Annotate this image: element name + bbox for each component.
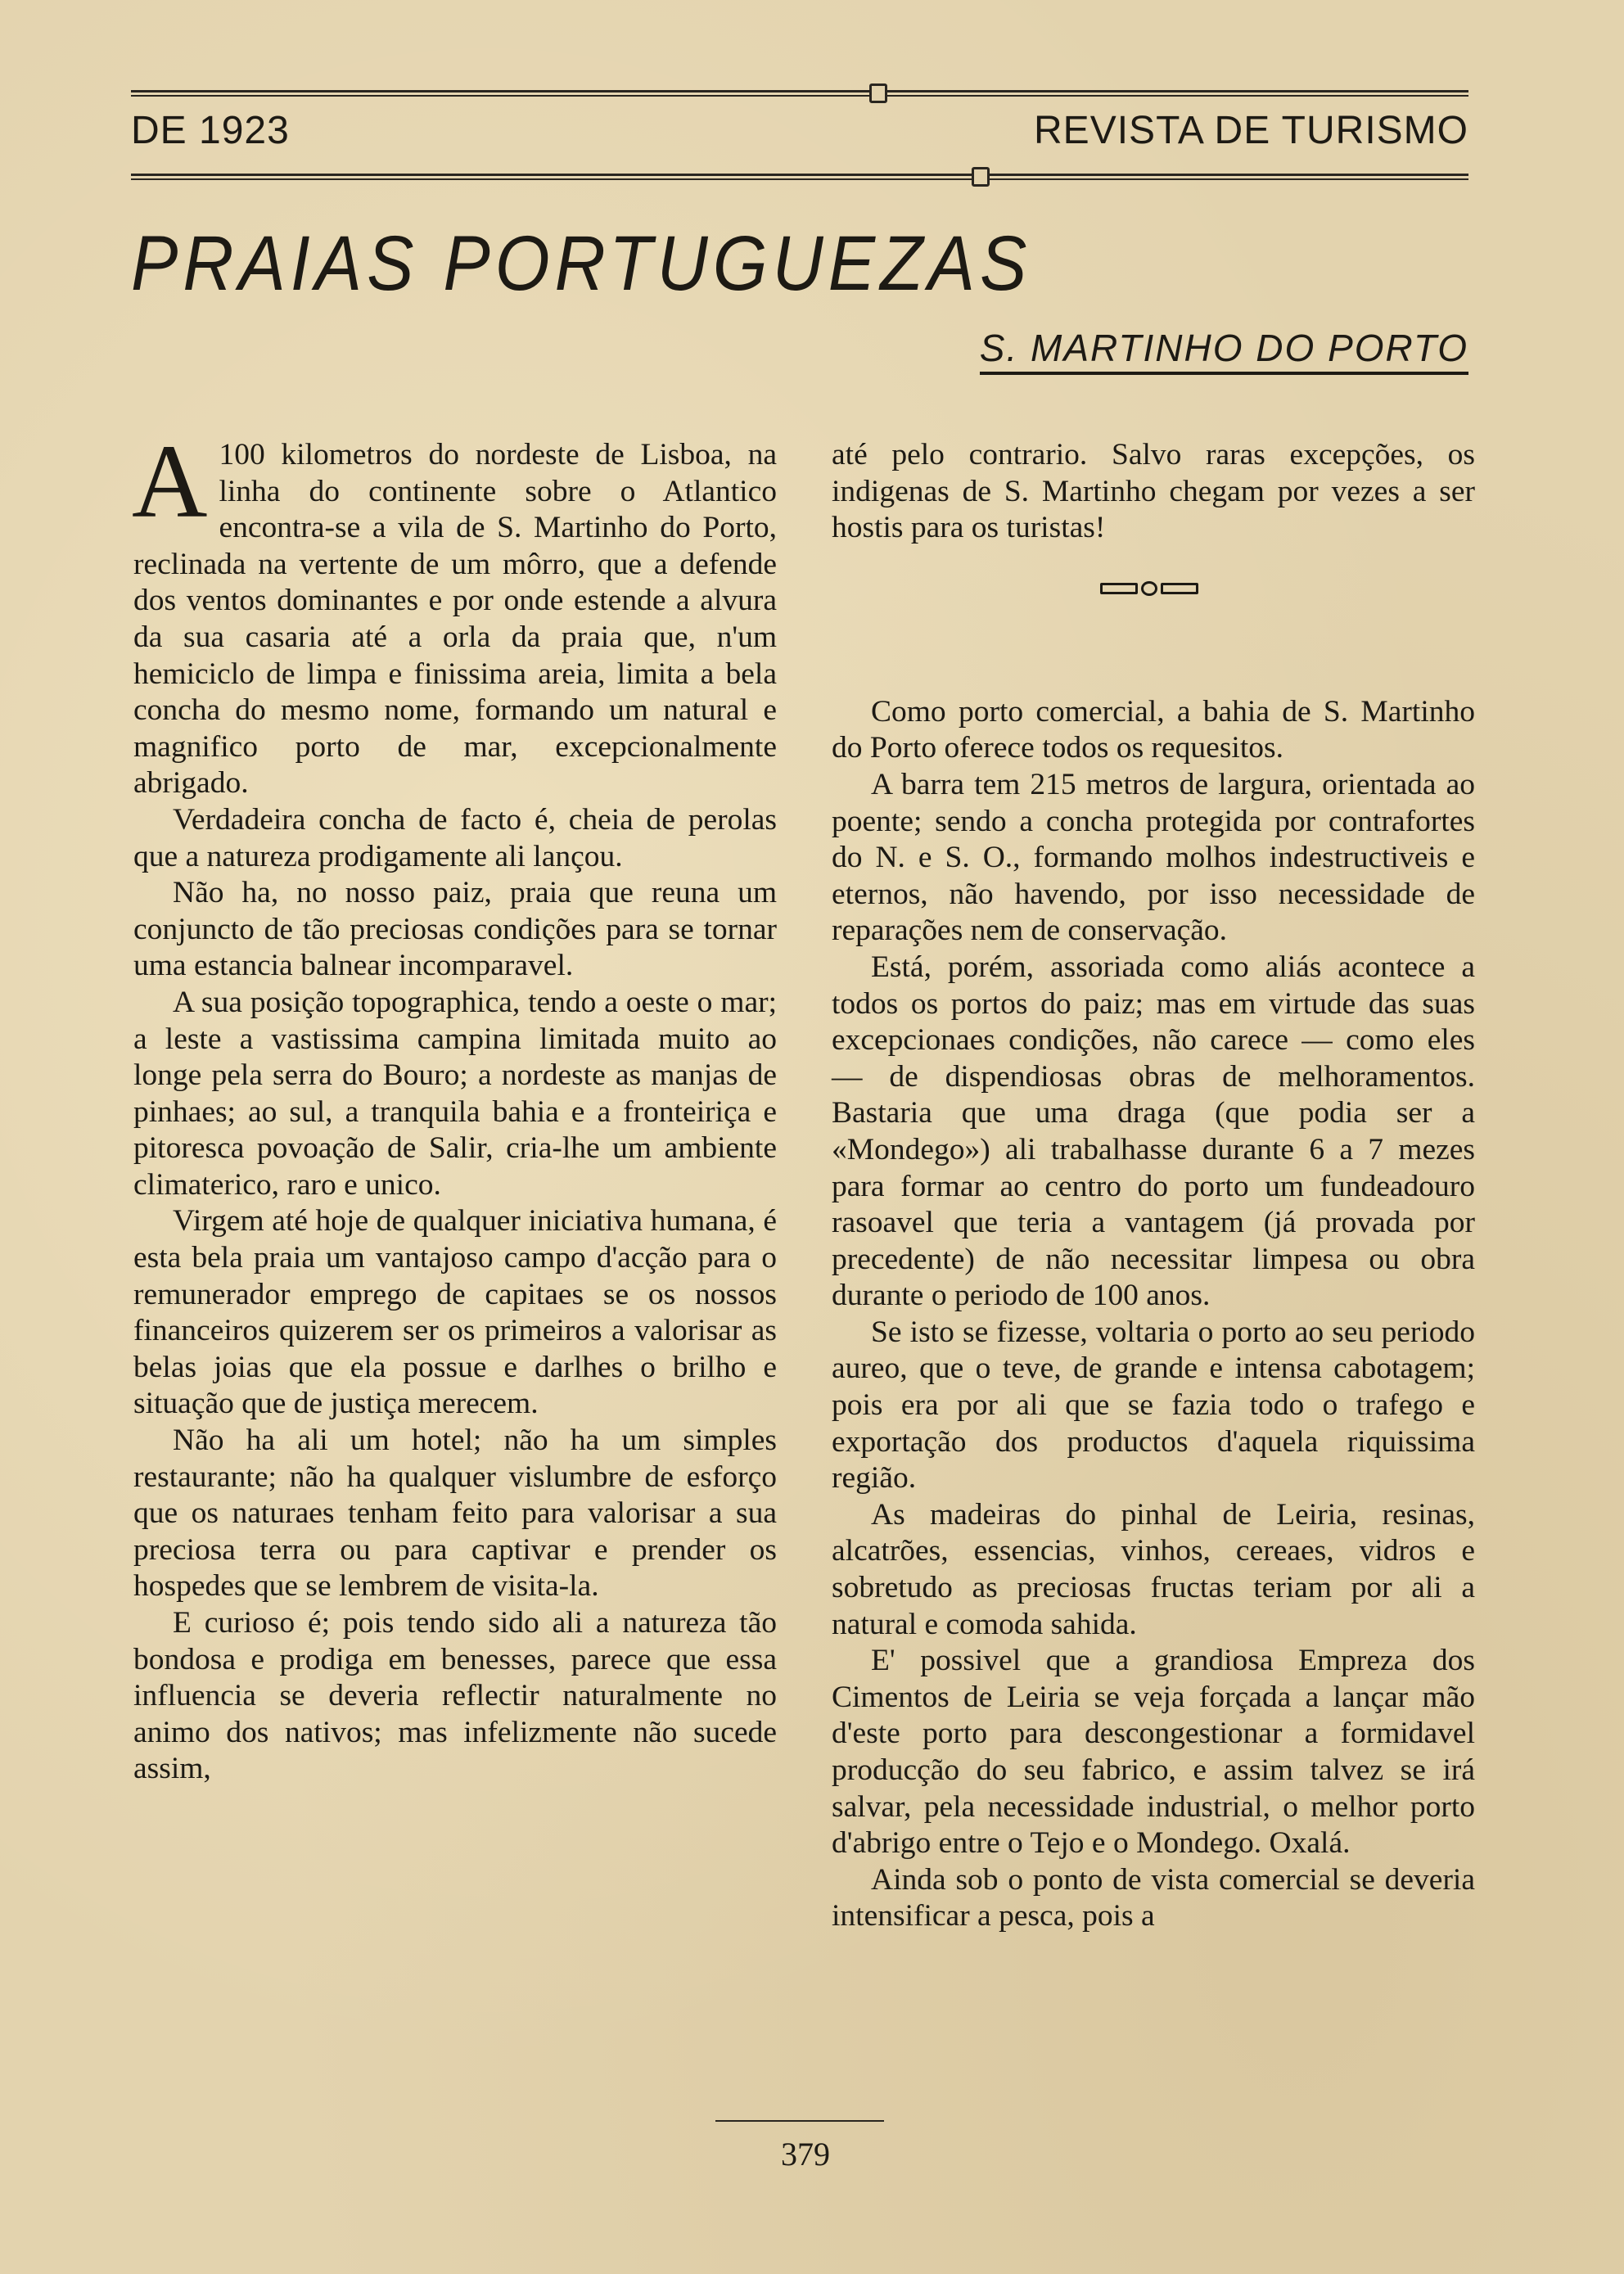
paragraph: A sua posição topographica, tendo a oeste o mar; a leste a vastissima campina limitada muito ao longe pela serra do Bouro; a nordeste as manjas de pinhaes; ao sul, a tranquila bahia e a fronteiriça e pitoresca povoação de Salir, cria-lhe um ambiente climaterico, raro e unico.: [133, 985, 777, 1202]
header-bottom-rule: [131, 172, 1468, 183]
paragraph: até pelo contrario. Salvo raras excepções, os indigenas de S. Martinho chegam por vezes a ser hostis para os turistas!: [832, 438, 1475, 545]
article-title: PRAIAS PORTUGUEZAS: [131, 220, 1032, 307]
paragraph: Ainda sob o ponto de vista comercial se deveria intensificar a pesca, pois a: [832, 1862, 1475, 1933]
right-column: [832, 437, 1475, 1935]
rule-ornament-icon: [972, 167, 990, 187]
header-magazine-name: REVISTA DE TURISMO: [1034, 109, 1468, 152]
rule-ornament-icon: [869, 83, 887, 103]
footer-rule: [715, 2120, 884, 2122]
paragraph: Virgem até hoje de qualquer iniciativa humana, é esta bela praia um vantajoso campo d'acção para o remunerador emprego de capitaes se os nossos financeiros quizerem ser os primeiros a valorisar as belas joias que ela possue e darlhes o brilho e situação que de justiça merecem.: [133, 1204, 777, 1421]
drop-cap: A: [132, 423, 208, 539]
paragraph: Está, porém, assoriada como aliás acontece a todos os portos do paiz; mas em virtude das suas excepcionaes condições, não carece — como eles — de dispendiosas obras de melhoramentos. Bastaria que uma draga (que podia ser a «Mondego») ali trabalhasse durante 6 a 7 mezes para formar ao centro do porto um fundeadouro rasoavel que teria a vantagem (já provada por precedente) de não necessitar limpesa ou obra durante o periodo de 100 anos.: [832, 950, 1475, 1313]
separator-ornament-icon: [1100, 583, 1138, 594]
page-number: 379: [781, 2136, 830, 2172]
paragraph: Como porto comercial, a bahia de S. Martinho do Porto oferece todos os requesitos.: [832, 694, 1475, 765]
running-head: [131, 108, 1468, 157]
paragraph: Não ha ali um hotel; não ha um simples restaurante; não ha qualquer vislumbre de esforço que os naturaes tenham feito para valorisar a sua preciosa terra ou para captivar e prender os hospedes que se lembrem de visita-la.: [133, 1424, 777, 1604]
header-date: DE 1923: [131, 109, 290, 152]
section-separator: [832, 547, 1475, 694]
paragraph: As madeiras do pinhal de Leiria, resinas, alcatrões, essencias, vinhos, cereaes, vidros e sobretudo as preciosas fructas teriam por ali a natural e comoda sahida.: [832, 1497, 1475, 1641]
paragraph: Se isto se fizesse, voltaria o porto ao seu periodo aureo, que o teve, de grande e intensa cabotagem; pois era por ali que se fazia todo o trafego e exportação dos productos d'aquela riquissima região.: [832, 1315, 1475, 1496]
paragraph: E' possivel que a grandiosa Empreza dos Cimentos de Leiria se veja forçada a lançar mão d'este porto para descongestionar a formidavel producção do seu fabrico, e assim talvez se irá salvar, pela necessidade industrial, o melhor porto d'abrigo entre o Tejo e o Mondego. Oxalá.: [832, 1644, 1475, 1861]
paragraph: Verdadeira concha de facto é, cheia de perolas que a natureza prodigamente ali lançou.: [133, 802, 777, 873]
paragraph: Não ha, no nosso paiz, praia que reuna um conjuncto de tão preciosas condições para se tornar uma estancia balnear incomparavel.: [133, 876, 777, 983]
paragraph: A barra tem 215 metros de largura, orientada ao poente; sendo a concha protegida por contrafortes do N. e S. O., formando molhos indestructiveis e eternos, não havendo, por isso necessidade de reparações nem de conservação.: [832, 767, 1475, 948]
paragraph: A 100 kilometros do nordeste de Lisboa, na linha do continente sobre o Atlantico encontra-se a vila de S. Martinho do Porto, reclinada na vertente de um môrro, que a defende dos ventos dominantes e por onde estende a alvura da sua casaria até a orla da praia que, n'um hemiciclo de limpa e finissima areia, limita a bela concha do mesmo nome, formando um natural e magnifico porto de mar, excepcionalmente abrigado.: [132, 423, 777, 801]
paragraph: E curioso é; pois tendo sido ali a natureza tão bondosa e prodiga em benesses, parece que essa influencia se deveria reflectir naturalmente no animo dos nativos; mas infelizmente não sucede assim,: [133, 1606, 777, 1786]
header-top-rule: [131, 88, 1468, 100]
article-subtitle: S. MARTINHO DO PORTO: [980, 326, 1468, 375]
left-column: [132, 423, 777, 1788]
